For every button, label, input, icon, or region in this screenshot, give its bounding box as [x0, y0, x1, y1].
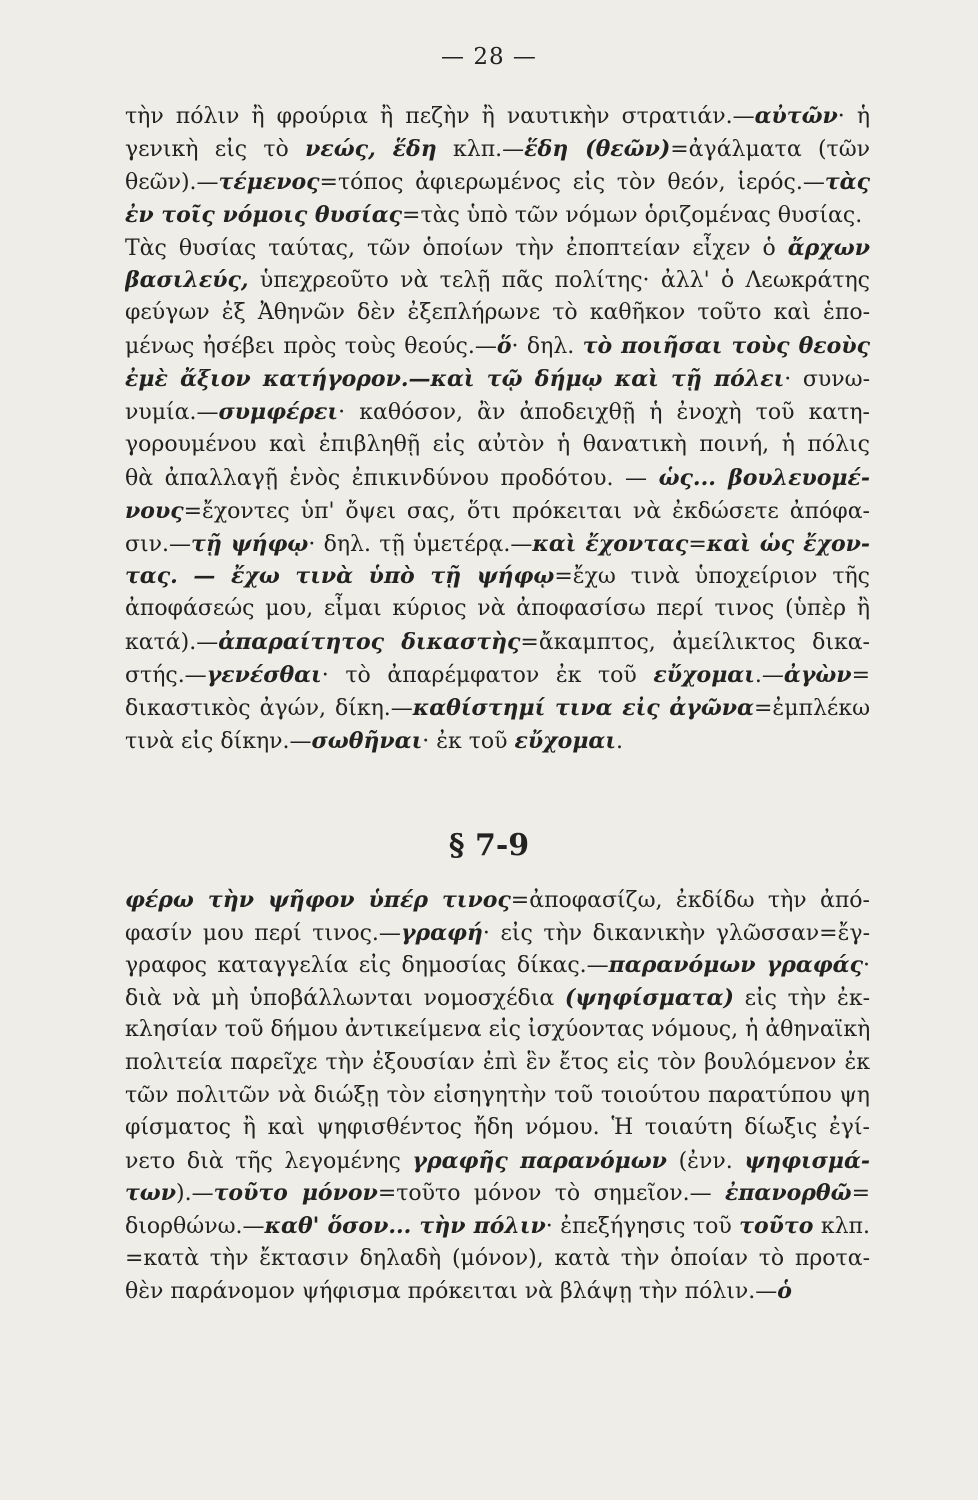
text-line: [125, 659, 870, 692]
text-run: τῶν πολιτῶν νὰ διώξῃ τὸν εἰσηγητὴν τοῦ τοιούτου παρατύπου ψη: [125, 1082, 870, 1108]
bold-term: ψηφισμά-: [744, 1147, 870, 1174]
text-run: μένως ἠσέβει πρὸς τοὺς θεούς.—: [125, 334, 497, 360]
text-run: φίσματος ἢ καὶ ψηφισθέντος ἤδη νόμου. Ἡ τοιαύτη δίωξις ἐγί-: [125, 1115, 870, 1141]
text-run: γραφος καταγγελία εἰς δημοσίας δίκας.—: [125, 953, 609, 979]
bold-term: τῇ ψήφῳ: [191, 530, 309, 557]
text-line: [125, 1275, 870, 1308]
text-run: εἰς τὴν ἐκ-: [733, 985, 870, 1011]
text-run: κλπ.: [813, 1213, 870, 1239]
text-run: .: [616, 728, 624, 754]
text-run: · συνω-: [784, 367, 870, 393]
bold-term: ἄρχων: [787, 234, 870, 261]
bold-term: γραφῆς παρανόμων: [412, 1147, 667, 1174]
section-heading: § 7-9: [448, 828, 530, 863]
text-run: νυμία.—: [125, 400, 219, 426]
text-line: [125, 725, 870, 758]
page-number: — 28 —: [441, 44, 537, 70]
bold-term: ἐμὲ ἄξιον κατήγορον.—καὶ τῷ δήμῳ καὶ τῇ πόλει: [125, 366, 785, 393]
text-run: Τὰς θυσίας ταύτας, τῶν ὁποίων τὴν ἐποπτείαν εἶχεν ὁ: [125, 235, 788, 261]
bold-term: καὶ ἔχοντας: [532, 530, 689, 557]
bold-term: εὔχομαι: [653, 662, 755, 689]
text-run: ).—: [176, 1181, 214, 1207]
text-run: φεύγων ἐξ Ἀθηνῶν δὲν ἐξεπλήρωνε τὸ καθῆκον τοῦτο καὶ ἑπο-: [125, 300, 870, 326]
bold-term: των: [125, 1180, 177, 1207]
text-line: [125, 1210, 870, 1243]
text-run: θὲν παράνομον ψήφισμα πρόκειται νὰ βλάψῃ τὴν πόλιν.—: [125, 1279, 778, 1305]
text-run: κλησίαν τοῦ δήμου ἀντικείμενα εἰς ἰσχύοντας νόμους, ἡ ἀθηναϊκὴ: [125, 1017, 870, 1043]
bold-term: συμφέρει: [218, 399, 339, 426]
text-run: ·: [863, 953, 870, 979]
text-run: =ἔχω τινὰ ὑποχείριον τῆς: [554, 564, 870, 590]
text-line: [125, 133, 870, 166]
text-line: [125, 363, 870, 396]
text-line: [125, 528, 870, 561]
text-line: [125, 1243, 870, 1276]
bold-term: ἀγὼν: [783, 662, 852, 689]
text-line: [125, 462, 870, 495]
text-run: τινὰ εἰς δίκην.—: [125, 728, 312, 754]
text-run: · δηλ. τῇ ὑμετέρᾳ.—: [308, 531, 533, 557]
text-run: σιν.—: [125, 531, 192, 557]
bold-term: τέμενος: [218, 168, 320, 195]
text-line: [125, 884, 870, 917]
text-run: =ἔχοντες ὑπ' ὄψει σας, ὅτι πρόκειται νὰ ἐκδώσετε ἀπόφα-: [183, 498, 870, 524]
bold-term: ὁ: [777, 1278, 792, 1305]
text-run: =ἄκαμπτος, ἀμείλικτος δικα-: [520, 630, 870, 656]
text-run: κατά).—: [125, 630, 219, 656]
bold-term: ἐπανορθῶ: [724, 1180, 852, 1207]
text-run: · καθόσον, ἂν ἀποδειχθῇ ἡ ἐνοχὴ τοῦ κατη-: [338, 400, 870, 426]
text-line: [125, 692, 870, 725]
bold-term: βασιλεύς,: [125, 267, 249, 294]
text-run: κλπ.—: [436, 136, 525, 162]
text-line: [125, 264, 870, 297]
text-line: [125, 330, 870, 363]
text-run: διορθώνω.—: [125, 1213, 265, 1239]
text-line: [125, 560, 870, 593]
text-run: τὴν πόλιν ἢ φρούρια ἢ πεζὴν ἢ ναυτικὴν στρατιάν.—: [125, 104, 755, 129]
text-run: =: [688, 531, 707, 557]
text-line: [125, 593, 870, 626]
text-line: [125, 100, 870, 133]
text-line: [125, 1080, 870, 1113]
bold-term: γενέσθαι: [206, 662, 322, 689]
bold-term: (ψηφίσματα): [564, 984, 734, 1011]
text-run: φασίν μου περί τινος.—: [125, 920, 401, 946]
text-run: =ἀγάλματα (τῶν: [670, 136, 870, 162]
bold-term: ὅ: [496, 333, 512, 360]
text-run: =: [851, 1181, 870, 1207]
text-run: θεῶν).—: [125, 169, 219, 195]
text-run: πολιτεία παρεῖχε τὴν ἐξουσίαν ἐπὶ ἓν ἔτος εἰς τὸν βουλόμενον ἐκ: [125, 1049, 870, 1075]
text-run: · ἐπεξήγησις τοῦ: [545, 1213, 740, 1239]
text-line: [125, 199, 870, 232]
text-line: [125, 982, 870, 1015]
bold-term: ἕδη (θεῶν): [524, 135, 671, 162]
text-run: · ἐκ τοῦ: [422, 728, 515, 754]
bold-term: τοῦτο: [739, 1212, 814, 1239]
text-run: νετο διὰ τῆς λεγομένης: [125, 1148, 413, 1174]
text-run: .—: [754, 663, 784, 689]
text-line: [125, 166, 870, 199]
text-line: [125, 949, 870, 982]
text-run: διὰ νὰ μὴ ὑποβάλλωνται νομοσχέδια: [125, 985, 565, 1011]
text-line: [125, 626, 870, 659]
bold-term: καὶ ὡς ἔχον-: [706, 530, 870, 557]
text-line: [125, 1177, 870, 1210]
text-run: =ἐμπλέκω: [753, 696, 870, 722]
bold-term: ἐν τοῖς νόμοις θυσίας: [125, 201, 403, 228]
text-run: =τὰς ὑπὸ τῶν νόμων ὁριζομένας θυσίας.: [402, 202, 863, 228]
text-run: ἀποφάσεώς μου, εἶμαι κύριος νὰ ἀποφασίσω περί τινος (ὑπὲρ ἢ: [125, 596, 870, 622]
text-run: =τόπος ἀφιερωμένος εἰς τὸν θεόν, ἱερός.—: [319, 169, 825, 195]
bold-term: τας. — ἔχω τινὰ ὑπὸ τῇ ψήφῳ: [125, 563, 555, 590]
text-run: · εἰς τὴν δικανικὴν γλῶσσαν=ἔγ-: [482, 920, 870, 946]
text-line: [125, 297, 870, 330]
bold-term: τοῦτο μόνον: [213, 1180, 378, 1207]
text-run: δικαστικὸς ἀγών, δίκη.—: [125, 696, 413, 722]
bold-term: αὐτῶν: [754, 103, 838, 129]
bold-term: γραφή: [400, 919, 483, 946]
bold-term: νεώς, ἕδη: [305, 135, 437, 162]
commentary-block-2: [125, 884, 870, 1308]
text-run: =κατὰ τὴν ἔκτασιν δηλαδὴ (μόνον), κατὰ τὴν ὁποίαν τὸ προτα-: [125, 1245, 870, 1271]
text-run: (ἐνν.: [666, 1148, 745, 1174]
text-run: γορουμένου καὶ ἐπιβληθῇ εἰς αὐτὸν ἡ θανατικὴ ποινή, ἡ πόλις: [125, 431, 870, 457]
bold-term: τὸ ποιῆσαι τοὺς θεοὺς: [582, 333, 870, 360]
text-run: · ἡ: [837, 104, 870, 129]
text-run: ὑπεχρεοῦτο νὰ τελῇ πᾶς πολίτης· ἀλλ' ὁ Λεωκράτης: [248, 268, 870, 294]
text-run: θὰ ἀπαλλαγῇ ἑνὸς ἐπικινδύνου προδότου. —: [125, 465, 659, 491]
text-line: [125, 1014, 870, 1047]
bold-term: φέρω τὴν ψῆφον ὑπέρ τινος: [125, 887, 511, 913]
bold-term: εὔχομαι: [514, 727, 617, 754]
text-line: [125, 495, 870, 528]
text-run: γενικὴ εἰς τὸ: [125, 136, 306, 162]
text-line: [125, 232, 870, 265]
bold-term: καθίστημί τινα εἰς ἀγῶνα: [412, 695, 754, 722]
text-line: [125, 1145, 870, 1178]
text-run: =τοῦτο μόνον τὸ σημεῖον.—: [377, 1181, 725, 1207]
bold-term: παρανόμων γραφάς: [608, 952, 863, 979]
text-line: [125, 1112, 870, 1145]
text-line: [125, 1047, 870, 1080]
text-run: · δηλ.: [511, 334, 583, 360]
bold-term: σωθῆναι: [311, 727, 423, 754]
commentary-block-1: [125, 100, 870, 758]
bold-term: ἀπαραίτητος δικαστὴς: [218, 629, 521, 656]
text-line: [125, 396, 870, 429]
text-run: =ἀποφασίζω, ἐκδίδω τὴν ἀπό-: [510, 888, 870, 913]
bold-term: νους: [125, 497, 184, 524]
text-line: [125, 429, 870, 462]
text-run: · τὸ ἀπαρέμφατον ἐκ τοῦ: [321, 663, 654, 689]
text-line: [125, 917, 870, 950]
bold-term: τὰς: [824, 168, 870, 195]
bold-term: ὡς... βουλευομέ-: [658, 464, 870, 491]
text-run: στής.—: [125, 663, 207, 689]
text-run: =: [851, 663, 870, 689]
bold-term: καθ' ὅσον... τὴν πόλιν: [264, 1212, 546, 1239]
